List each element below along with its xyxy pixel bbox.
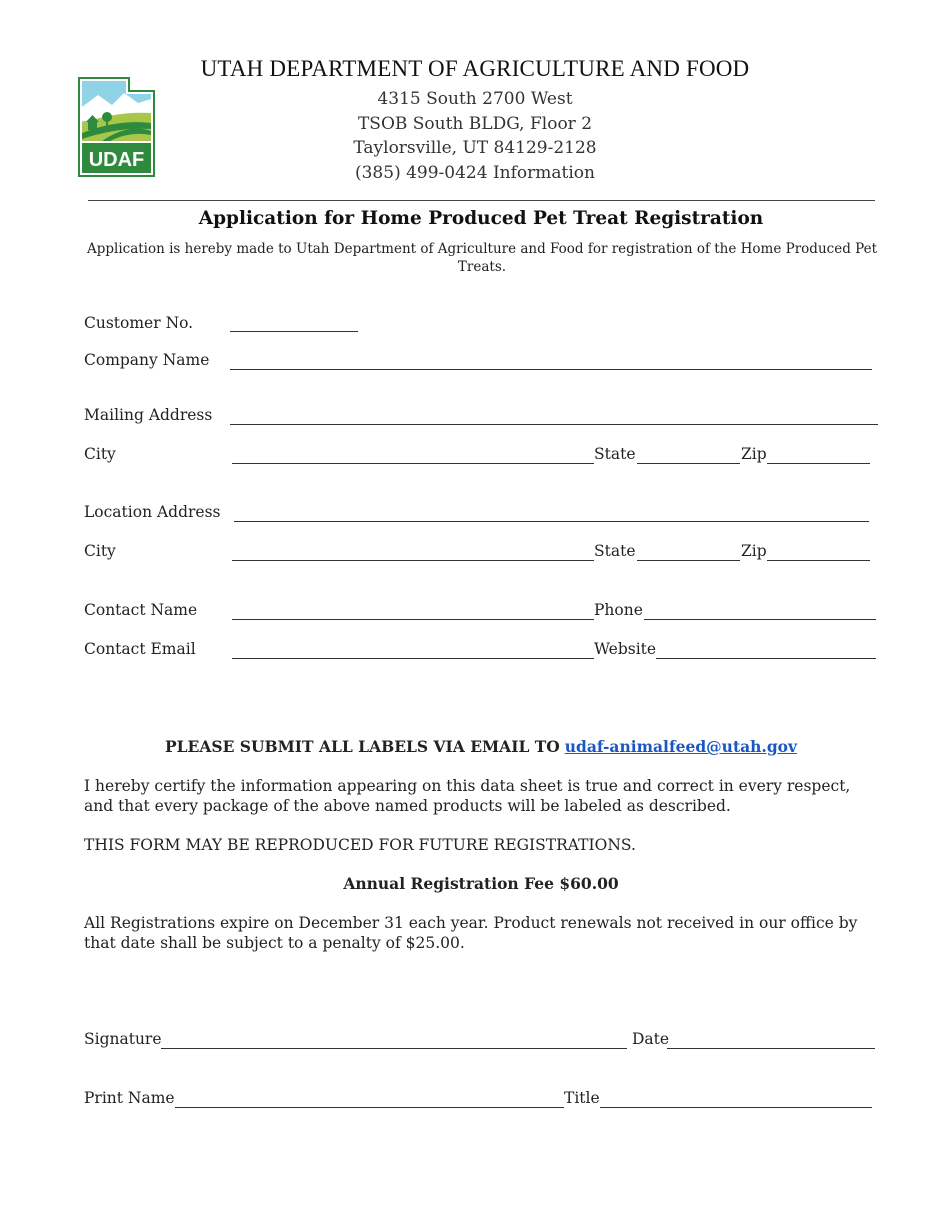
location-city-field[interactable] [232, 560, 594, 561]
contact-email-field[interactable] [232, 658, 594, 659]
signature-label: Signature [84, 1030, 162, 1048]
address-line-1: 4315 South 2700 West [377, 89, 573, 109]
contact-email-label: Contact Email [84, 640, 196, 658]
phone-label: Phone [594, 601, 643, 619]
mailing-state-field[interactable] [637, 463, 740, 464]
customer-no-field[interactable] [230, 331, 358, 332]
print-name-field[interactable] [175, 1107, 564, 1108]
submit-notice [0, 737, 950, 757]
certify-text: I hereby certify the information appearing on this data sheet is true and correct in every respect, and that every package of the above named products will be labeled as described. [84, 777, 851, 815]
mailing-zip-label: Zip [741, 445, 767, 463]
mailing-address-field[interactable] [230, 424, 878, 425]
contact-name-field[interactable] [232, 619, 594, 620]
submit-notice-prefix: PLEASE SUBMIT ALL LABELS VIA EMAIL TO [165, 737, 560, 756]
submit-email-link[interactable]: udaf-animalfeed@utah.gov [564, 737, 797, 756]
agency-name: UTAH DEPARTMENT OF AGRICULTURE AND FOOD [200, 56, 750, 81]
logo-text: UDAF [88, 149, 145, 171]
address-line-3: Taylorsville, UT 84129-2128 [353, 138, 597, 158]
customer-no-label: Customer No. [84, 314, 194, 332]
mailing-address-label: Mailing Address [84, 406, 213, 424]
phone-line: (385) 499-0424 Information [354, 163, 595, 183]
reproduce-notice: THIS FORM MAY BE REPRODUCED FOR FUTURE REGISTRATIONS. [84, 836, 636, 854]
location-address-label: Location Address [84, 503, 221, 521]
registration-fee: Annual Registration Fee $60.00 [343, 874, 619, 893]
signature-field[interactable] [161, 1048, 627, 1049]
contact-name-label: Contact Name [84, 601, 198, 619]
website-label: Website [594, 640, 657, 658]
print-name-label: Print Name [84, 1089, 175, 1107]
mailing-city-label: City [84, 445, 116, 463]
expiry-text: All Registrations expire on December 31 each year. Product renewals not received in our office by that date shall be subject to a penalty of $25.00. [84, 914, 858, 952]
address-line-2: TSOB South BLDG, Floor 2 [357, 114, 593, 134]
location-state-label: State [594, 542, 636, 560]
location-zip-label: Zip [741, 542, 767, 560]
phone-field[interactable] [644, 619, 876, 620]
location-zip-field[interactable] [767, 560, 870, 561]
mailing-zip-field[interactable] [767, 463, 870, 464]
location-city-label: City [84, 542, 116, 560]
company-name-field[interactable] [230, 369, 872, 370]
title-label: Title [564, 1089, 600, 1107]
company-name-label: Company Name [84, 351, 210, 369]
mailing-state-label: State [594, 445, 636, 463]
website-field[interactable] [656, 658, 876, 659]
title-field[interactable] [600, 1107, 872, 1108]
form-title: Application for Home Produced Pet Treat Registration [198, 208, 764, 229]
mailing-city-field[interactable] [232, 463, 594, 464]
date-label: Date [632, 1030, 670, 1048]
header-divider [88, 200, 875, 201]
location-address-field[interactable] [234, 521, 869, 522]
date-field[interactable] [667, 1048, 875, 1049]
form-intro: Application is hereby made to Utah Department of Agriculture and Food for registration of the Home Produced Pet Treats. [86, 241, 878, 275]
location-state-field[interactable] [637, 560, 740, 561]
